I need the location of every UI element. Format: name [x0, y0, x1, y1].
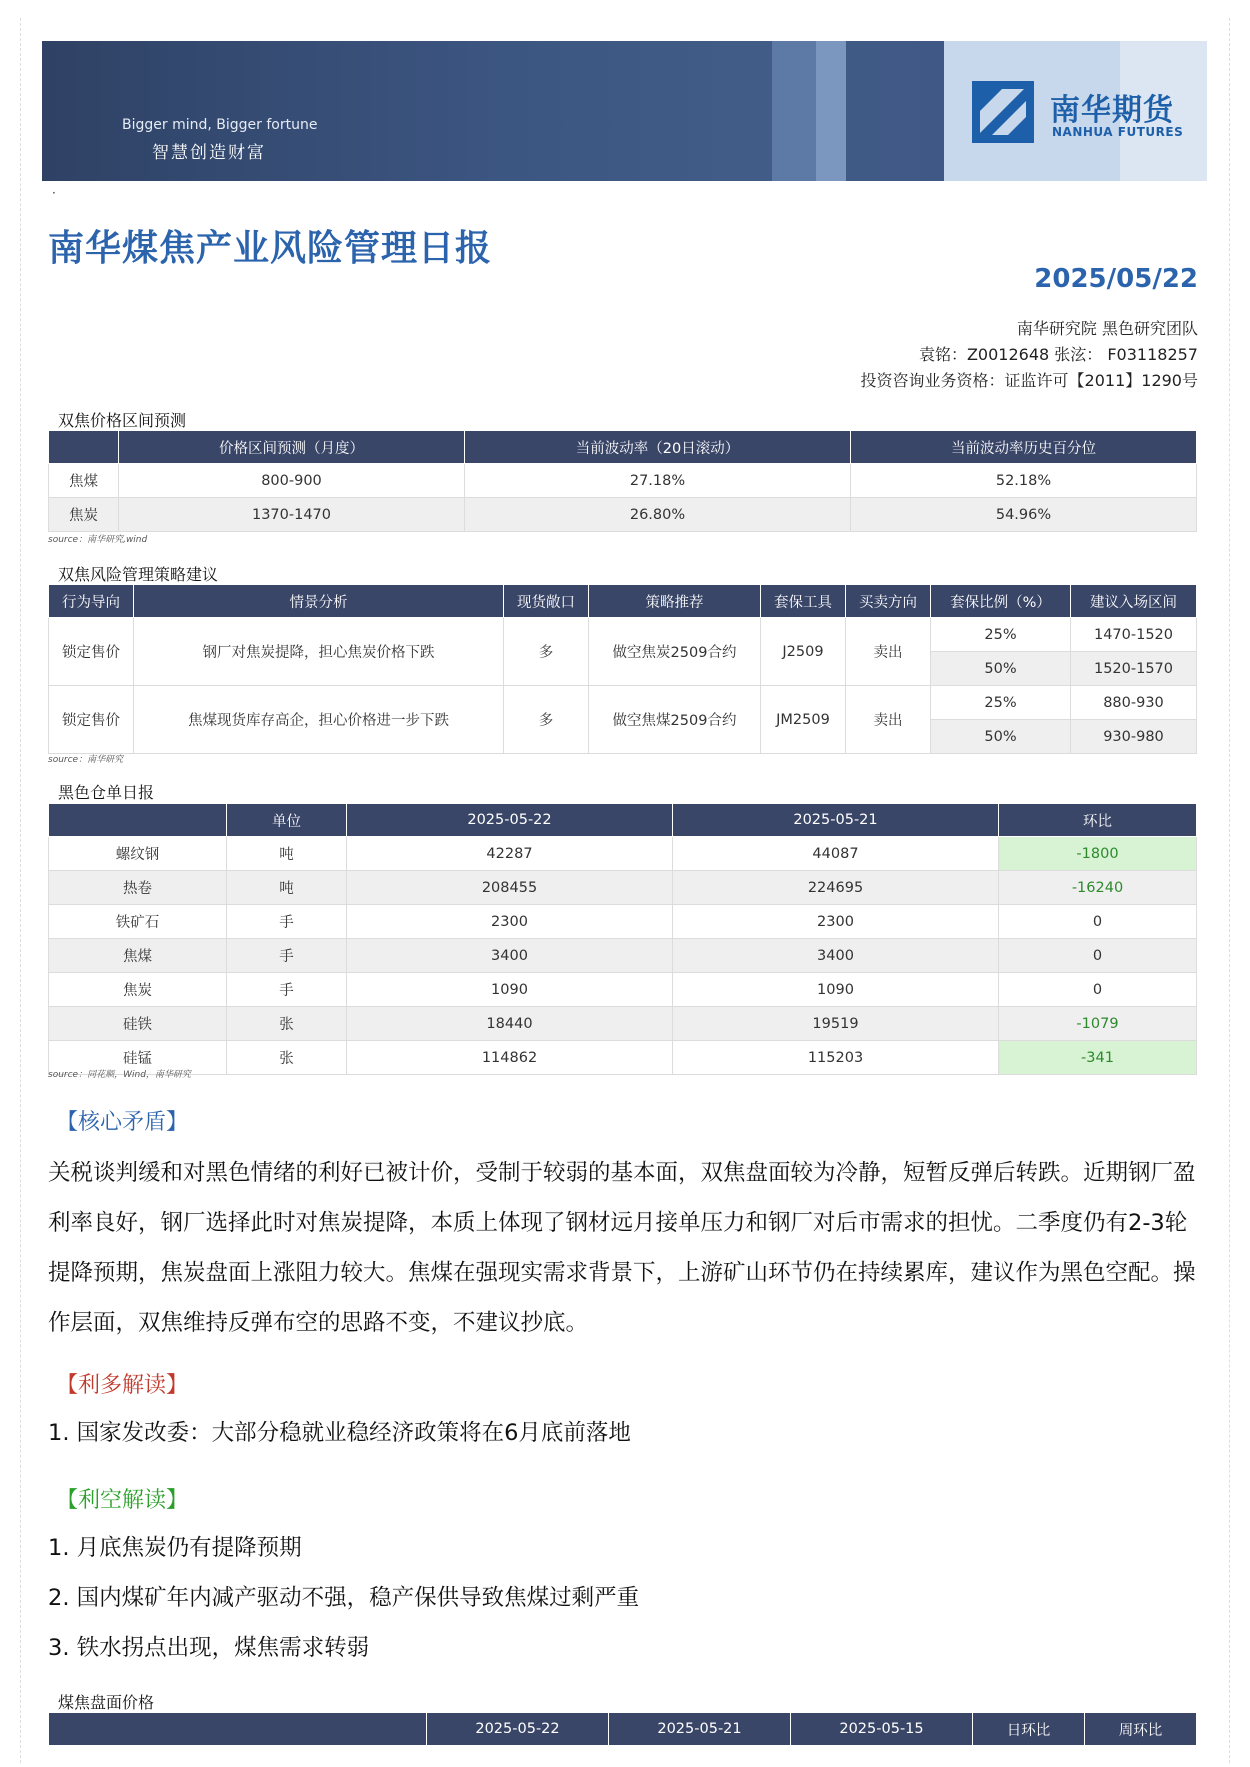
- section-title-warehouse: 黑色仓单日报: [58, 783, 155, 802]
- bearish-item: 1. 月底焦炭仍有提降预期: [48, 1535, 302, 1561]
- strategy-table: [48, 584, 1197, 754]
- table-row: [49, 686, 1197, 720]
- section-title-futures-price: 煤焦盘面价格: [58, 1693, 155, 1712]
- table-cell: 19519: [673, 1007, 999, 1041]
- source-note: source：同花顺，Wind，南华研究: [48, 1070, 191, 1080]
- table-cell: 手: [227, 905, 347, 939]
- table-row: [49, 1041, 1197, 1075]
- table-header-row: [49, 431, 1197, 464]
- column-header: 单位: [227, 804, 347, 837]
- table-cell: 115203: [673, 1041, 999, 1075]
- table-cell: 吨: [227, 837, 347, 871]
- research-team: 南华研究院 黑色研究团队: [1016, 319, 1198, 338]
- table-cell: 26.80%: [465, 498, 851, 532]
- column-header: [49, 1713, 427, 1746]
- column-header: 环比: [999, 804, 1197, 837]
- table-cell: 铁矿石: [49, 905, 227, 939]
- table-cell: 卖出: [846, 618, 931, 686]
- report-title: 南华煤焦产业风险管理日报: [48, 228, 493, 269]
- column-header: 策略推荐: [589, 585, 761, 618]
- banner-stripe: [816, 41, 846, 181]
- column-header: 日环比: [973, 1713, 1085, 1746]
- table-cell: 2300: [673, 905, 999, 939]
- table-cell: 吨: [227, 871, 347, 905]
- table-cell: 锁定售价: [49, 686, 134, 754]
- table-cell: 25%: [931, 618, 1071, 652]
- table-row: [49, 618, 1197, 652]
- table-cell-change: 0: [999, 973, 1197, 1007]
- section-title-price-forecast: 双焦价格区间预测: [58, 411, 187, 430]
- table-cell: JM2509: [761, 686, 846, 754]
- table-row: [49, 464, 1197, 498]
- column-header: 情景分析: [134, 585, 504, 618]
- table-header-row: [49, 804, 1197, 837]
- logo-text-chinese: 南华期货: [1050, 93, 1174, 128]
- table-row: [49, 939, 1197, 973]
- warehouse-table: [48, 803, 1197, 1075]
- table-row: [49, 973, 1197, 1007]
- column-header: 价格区间预测（月度）: [119, 431, 465, 464]
- source-note: source：南华研究: [48, 755, 124, 765]
- table-cell: 焦煤现货库存高企，担心价格进一步下跌: [134, 686, 504, 754]
- column-header: 当前波动率（20日滚动）: [465, 431, 851, 464]
- column-header: 2025-05-22: [427, 1713, 609, 1746]
- table-cell: 50%: [931, 652, 1071, 686]
- table-cell: 卖出: [846, 686, 931, 754]
- table-cell: 手: [227, 939, 347, 973]
- table-header-row: [49, 585, 1197, 618]
- column-header: 2025-05-15: [791, 1713, 973, 1746]
- table-cell: 114862: [347, 1041, 673, 1075]
- column-header: 现货敞口: [504, 585, 589, 618]
- table-cell: 208455: [347, 871, 673, 905]
- column-header: 2025-05-21: [609, 1713, 791, 1746]
- table-cell: 张: [227, 1041, 347, 1075]
- table-cell: 钢厂对焦炭提降，担心焦炭价格下跌: [134, 618, 504, 686]
- table-cell: 张: [227, 1007, 347, 1041]
- table-cell: 焦煤: [49, 464, 119, 498]
- source-note: source：南华研究,wind: [48, 535, 148, 545]
- bearish-item: 3. 铁水拐点出现，煤焦需求转弱: [48, 1635, 370, 1661]
- analyst-info: 袁铭：Z0012648 张泫： F03118257: [918, 345, 1198, 364]
- banner-stripe: [772, 41, 816, 181]
- table-cell: 1370-1470: [119, 498, 465, 532]
- table-cell: 螺纹钢: [49, 837, 227, 871]
- nanhua-logo-icon: [972, 81, 1034, 143]
- table-row: [49, 837, 1197, 871]
- table-cell: 1090: [347, 973, 673, 1007]
- table-cell: 手: [227, 973, 347, 1007]
- bullet-dot: ·: [52, 186, 56, 200]
- column-header: 套保工具: [761, 585, 846, 618]
- table-cell: 做空焦煤2509合约: [589, 686, 761, 754]
- table-cell: 3400: [673, 939, 999, 973]
- table-cell: 1470-1520: [1071, 618, 1197, 652]
- table-cell: 做空焦炭2509合约: [589, 618, 761, 686]
- report-date: 2025/05/22: [1034, 264, 1198, 294]
- column-header: 套保比例（%）: [931, 585, 1071, 618]
- column-header: 当前波动率历史百分位: [851, 431, 1197, 464]
- table-cell-change: 0: [999, 905, 1197, 939]
- table-header-row: [49, 1713, 1197, 1746]
- table-cell: 52.18%: [851, 464, 1197, 498]
- column-header: [49, 804, 227, 837]
- core-heading: 【核心矛盾】: [56, 1110, 189, 1135]
- table-cell: 50%: [931, 720, 1071, 754]
- section-title-strategy: 双焦风险管理策略建议: [58, 565, 219, 584]
- table-cell-change: -341: [999, 1041, 1197, 1075]
- table-row: [49, 498, 1197, 532]
- table-cell: 880-930: [1071, 686, 1197, 720]
- bearish-item: 2. 国内煤矿年内减产驱动不强，稳产保供导致焦煤过剩严重: [48, 1585, 640, 1611]
- table-cell-change: -16240: [999, 871, 1197, 905]
- column-header: 周环比: [1085, 1713, 1197, 1746]
- column-header: 2025-05-22: [347, 804, 673, 837]
- table-cell: 27.18%: [465, 464, 851, 498]
- table-cell: 44087: [673, 837, 999, 871]
- slogan-chinese: 智慧创造财富: [152, 143, 266, 163]
- table-cell-change: -1800: [999, 837, 1197, 871]
- table-cell: 25%: [931, 686, 1071, 720]
- table-row: [49, 1007, 1197, 1041]
- logo-text-english: NANHUA FUTURES: [1052, 125, 1184, 139]
- table-cell: 42287: [347, 837, 673, 871]
- table-cell: 930-980: [1071, 720, 1197, 754]
- bullish-heading: 【利多解读】: [56, 1373, 189, 1398]
- table-cell: 54.96%: [851, 498, 1197, 532]
- table-cell: 2300: [347, 905, 673, 939]
- column-header: [49, 431, 119, 464]
- column-header: 建议入场区间: [1071, 585, 1197, 618]
- column-header: 买卖方向: [846, 585, 931, 618]
- table-cell: 3400: [347, 939, 673, 973]
- table-cell: 锁定售价: [49, 618, 134, 686]
- license-info: 投资咨询业务资格：证监许可【2011】1290号: [860, 371, 1198, 390]
- table-cell: 1090: [673, 973, 999, 1007]
- table-cell: 硅锰: [49, 1041, 227, 1075]
- table-row: [49, 905, 1197, 939]
- column-header: 2025-05-21: [673, 804, 999, 837]
- table-cell: 224695: [673, 871, 999, 905]
- table-cell: 800-900: [119, 464, 465, 498]
- price-forecast-table: [48, 430, 1197, 532]
- header-banner: [42, 41, 1207, 181]
- table-cell: 焦炭: [49, 498, 119, 532]
- slogan-english: Bigger mind, Bigger fortune: [122, 117, 318, 133]
- table-row: [49, 871, 1197, 905]
- table-cell: 多: [504, 686, 589, 754]
- table-cell: 焦煤: [49, 939, 227, 973]
- futures-price-table: [48, 1712, 1197, 1746]
- table-cell: 多: [504, 618, 589, 686]
- table-cell-change: -1079: [999, 1007, 1197, 1041]
- column-header: 行为导向: [49, 585, 134, 618]
- bearish-heading: 【利空解读】: [56, 1488, 189, 1513]
- table-cell: 焦炭: [49, 973, 227, 1007]
- table-cell: J2509: [761, 618, 846, 686]
- table-cell-change: 0: [999, 939, 1197, 973]
- table-cell: 热卷: [49, 871, 227, 905]
- table-cell: 18440: [347, 1007, 673, 1041]
- table-cell: 硅铁: [49, 1007, 227, 1041]
- bullish-item: 1. 国家发改委：大部分稳就业稳经济政策将在6月底前落地: [48, 1420, 631, 1446]
- core-paragraph: 关税谈判缓和对黑色情绪的利好已被计价，受制于较弱的基本面，双焦盘面较为冷静，短暂反弹后转跌。近期钢厂盈利率良好，钢厂选择此时对焦炭提降，本质上体现了钢材远月接单压力和钢厂对后市需求的担忧。二季度仍有2-3轮提降预期，焦炭盘面上涨阻力较大。焦煤在强现实需求背景下，上游矿山环节仍在持续累库，建议作为黑色空配。操作层面，双焦维持反弹布空的思路不变，不建议抄底。: [48, 1160, 1196, 1336]
- table-cell: 1520-1570: [1071, 652, 1197, 686]
